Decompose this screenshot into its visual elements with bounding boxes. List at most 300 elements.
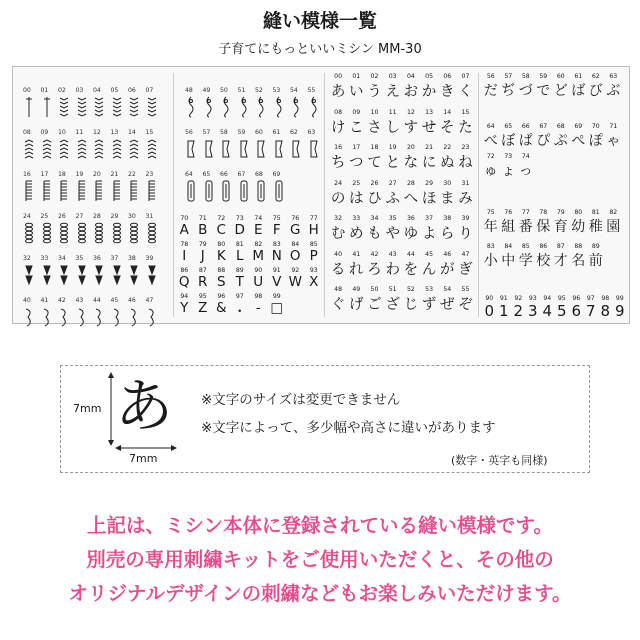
stitch-pattern-icon [221, 179, 231, 203]
stitch-number: 03 [75, 87, 84, 94]
alpha-char: R [198, 274, 208, 290]
hiragana-number: 54 [443, 286, 452, 293]
hiragana-number: 28 [406, 179, 415, 187]
col4-number: 70 [591, 123, 600, 130]
col4-char: 9 [614, 302, 625, 320]
col4-number: 80 [574, 209, 583, 216]
stitch-number: 35 [75, 255, 84, 262]
stitch-pattern-icon [274, 137, 284, 161]
col4-number: 88 [574, 243, 583, 250]
col4-number: 59 [539, 73, 548, 80]
col4-number: 93 [528, 295, 537, 302]
hiragana-char: た [458, 119, 473, 136]
stitch-pattern-icon [204, 95, 214, 119]
stitch-pattern-icon [147, 95, 157, 119]
hiragana-char: ぎ [458, 261, 473, 278]
hiragana-char: み [458, 190, 473, 207]
stitch-number: 41 [40, 297, 49, 304]
col4-char: べ [483, 133, 498, 149]
hiragana-char: ぜ [440, 297, 455, 313]
alpha-char: N [271, 248, 282, 264]
hiragana-char: ま [440, 190, 455, 207]
hiragana-char: が [440, 261, 455, 278]
hiragana-number: 51 [388, 286, 397, 293]
alpha-number: 85 [309, 241, 318, 248]
column-divider [478, 73, 479, 317]
hiragana-char: ら [440, 226, 455, 242]
stitch-number: 06 [128, 87, 136, 94]
col4-char: 0 [484, 302, 495, 320]
stitch-number: 22 [128, 171, 136, 178]
stitch-pattern-icon [77, 263, 87, 287]
stitch-number: 12 [93, 129, 101, 136]
stitch-number: 05 [110, 87, 119, 94]
hiragana-char: を [403, 261, 419, 278]
size-note-3: (数字・英字も同様) [451, 454, 548, 467]
col4-number: 68 [556, 123, 565, 130]
hiragana-char: い [349, 84, 364, 100]
stitch-pattern-icon [42, 179, 52, 203]
col4-char: で [536, 83, 551, 99]
alpha-number: 73 [235, 215, 244, 222]
stitch-number: 08 [23, 129, 31, 136]
stitch-pattern-icon [24, 137, 34, 161]
hiragana-char: こ [349, 119, 364, 136]
stitch-pattern-icon [94, 263, 104, 287]
col4-number: 84 [504, 243, 513, 250]
alpha-char: A [179, 222, 189, 238]
alpha-number: 77 [309, 215, 318, 222]
arrow-head-left [115, 445, 121, 451]
stitch-pattern-icon [186, 137, 196, 161]
stitch-pattern-icon [94, 95, 104, 119]
stitch-pattern-icon [309, 137, 319, 161]
col4-char: 3 [527, 302, 538, 320]
col4-number: 77 [521, 209, 530, 216]
hiragana-char: ぐ [330, 297, 346, 313]
alpha-char: ・ [233, 304, 247, 320]
page-title: 縫い模様一覧 [262, 10, 377, 32]
hiragana-char: ち [330, 155, 346, 171]
col4-number: 81 [591, 209, 600, 216]
stitch-number: 09 [40, 129, 49, 136]
alpha-char: Y [180, 300, 189, 316]
stitch-pattern-icon [221, 137, 231, 161]
stitch-pattern-icon [147, 263, 157, 287]
col4-number: 90 [485, 295, 494, 302]
stitch-number: 54 [290, 87, 298, 94]
stitch-pattern-icon [59, 263, 69, 287]
col4-number: 89 [591, 243, 600, 250]
alpha-char: - [255, 300, 261, 316]
alpha-char: G [290, 222, 301, 238]
hiragana-number: 11 [388, 108, 397, 116]
alpha-number: 81 [235, 241, 244, 248]
col4-char: 8 [600, 302, 611, 320]
stitch-pattern-icon [239, 137, 249, 161]
stitch-number: 62 [290, 129, 298, 136]
alpha-char: C [216, 222, 226, 238]
hiragana-number: 05 [425, 73, 434, 80]
col4-number: 83 [486, 243, 495, 250]
stitch-number: 56 [185, 129, 193, 136]
stitch-pattern-icon [59, 95, 69, 119]
col4-number: 95 [557, 295, 566, 302]
col4-number: 67 [539, 123, 548, 130]
hiragana-number: 19 [388, 144, 397, 151]
hiragana-number: 55 [461, 286, 470, 293]
alpha-number: 92 [291, 267, 300, 274]
hiragana-char: け [330, 119, 346, 136]
stitch-number: 52 [255, 87, 263, 94]
stitch-pattern-icon [94, 305, 104, 329]
col4-number: 57 [504, 73, 513, 80]
hiragana-number: 40 [334, 250, 343, 258]
stitch-number: 02 [58, 87, 66, 94]
col4-number: 91 [499, 295, 508, 302]
alpha-char: X [309, 274, 319, 290]
stitch-pattern-icon [24, 263, 34, 287]
stitch-number: 11 [75, 129, 84, 136]
col4-char: 幼 [571, 219, 586, 235]
hiragana-number: 37 [425, 215, 434, 222]
footer-line-2: 別売の専用刺繍キットをご使用いただくと、その他の [86, 548, 554, 571]
alpha-char: I [182, 248, 187, 264]
stitch-pattern-icon [59, 137, 69, 161]
hiragana-number: 34 [370, 215, 379, 222]
hiragana-char: き [440, 84, 455, 100]
stitch-pattern-icon [24, 95, 34, 119]
hiragana-char: と [385, 155, 400, 171]
hiragana-char: そ [440, 119, 455, 136]
col4-number: 92 [514, 295, 523, 302]
stitch-pattern-icon [291, 95, 301, 119]
stitch-pattern-icon [291, 137, 301, 161]
stitch-number: 20 [93, 171, 101, 178]
hiragana-number: 07 [461, 73, 470, 80]
hiragana-char: ぞ [458, 297, 473, 313]
alpha-char: M [252, 248, 265, 264]
hiragana-char: ず [421, 297, 437, 313]
column-divider [173, 73, 174, 317]
col4-char: 名 [571, 253, 586, 269]
stitch-pattern-icon [274, 179, 284, 203]
stitch-number: 10 [58, 129, 66, 136]
stitch-number: 24 [23, 213, 31, 220]
stitch-pattern-icon [94, 221, 104, 245]
stitch-pattern-panel [12, 66, 630, 324]
alpha-char: L [235, 248, 244, 264]
hiragana-char: あ [330, 84, 346, 100]
col4-char: 前 [588, 253, 603, 269]
hiragana-char: え [385, 84, 400, 100]
hiragana-number: 09 [352, 108, 361, 116]
alpha-char: P [309, 248, 318, 264]
hiragana-char: や [385, 226, 400, 242]
stitch-pattern-icon [186, 179, 196, 203]
alpha-number: 87 [198, 267, 207, 274]
alpha-char: B [198, 222, 208, 238]
hiragana-char: う [367, 84, 382, 100]
stitch-number: 30 [128, 213, 136, 220]
hiragana-number: 17 [352, 144, 361, 151]
hiragana-number: 47 [461, 250, 470, 258]
stitch-pattern-icon [112, 221, 122, 245]
alpha-char: D [234, 222, 245, 238]
stitch-number: 34 [58, 255, 66, 262]
col4-char: 組 [501, 219, 516, 235]
col4-number: 66 [521, 123, 530, 130]
stitch-pattern-icon [42, 95, 52, 119]
hiragana-char: ふ [385, 190, 400, 207]
col4-number: 60 [556, 73, 565, 80]
stitch-pattern-icon [147, 305, 157, 329]
col4-number: 63 [609, 73, 618, 80]
stitch-pattern-icon [94, 179, 104, 203]
stitch-number: 68 [255, 171, 263, 178]
col4-char: 7 [585, 302, 596, 320]
alpha-number: 76 [291, 215, 300, 222]
character-size-box [60, 365, 590, 473]
alpha-number: 89 [235, 267, 244, 274]
stitch-pattern-icon [77, 137, 87, 161]
hiragana-char: れ [349, 261, 364, 278]
hiragana-number: 00 [334, 73, 343, 80]
hiragana-char: じ [403, 297, 419, 313]
hiragana-number: 12 [406, 108, 415, 116]
col4-number: 85 [521, 243, 530, 250]
hiragana-char: つ [349, 155, 364, 171]
alpha-char: E [253, 222, 263, 238]
col4-number: 86 [539, 243, 548, 250]
hiragana-number: 23 [461, 144, 470, 151]
hiragana-number: 53 [425, 286, 434, 293]
col4-number: 72 [486, 153, 495, 160]
col4-number: 61 [574, 73, 583, 80]
alpha-number: 82 [254, 241, 263, 248]
alpha-char: W [288, 274, 302, 290]
alpha-number: 94 [180, 293, 189, 300]
stitch-pattern-icon [112, 263, 122, 287]
col4-char: っ [518, 163, 533, 179]
stitch-pattern-icon [77, 179, 87, 203]
stitch-pattern-icon [112, 95, 122, 119]
stitch-number: 49 [202, 87, 211, 94]
stitch-number: 50 [220, 87, 228, 94]
column-divider [324, 73, 325, 317]
page-subtitle: 子育てにもっといいミシン MM-30 [218, 42, 422, 57]
stitch-pattern-icon [147, 137, 157, 161]
stitch-pattern-icon [112, 305, 122, 329]
arrow-head-down [108, 440, 114, 446]
col4-char: ゃ [606, 133, 621, 149]
stitch-number: 26 [58, 213, 66, 220]
hiragana-char: ほ [421, 190, 437, 207]
arrow-head-right [171, 445, 177, 451]
alpha-number: 78 [180, 241, 189, 248]
stitch-number: 21 [110, 171, 119, 178]
hiragana-char: り [458, 226, 473, 242]
hiragana-number: 41 [352, 250, 361, 258]
col4-number: 87 [556, 243, 565, 250]
size-sample-char: あ [115, 372, 174, 440]
col4-number: 98 [601, 295, 610, 302]
stitch-pattern-icon [24, 179, 34, 203]
alpha-number: 79 [198, 241, 207, 248]
stitch-number: 36 [93, 255, 101, 262]
hiragana-number: 46 [443, 250, 452, 258]
hiragana-number: 22 [443, 144, 452, 151]
stitch-number: 55 [307, 87, 316, 94]
stitch-number: 65 [202, 171, 211, 178]
hiragana-char: く [458, 84, 473, 100]
col4-number: 75 [486, 209, 495, 216]
arrow-head-up [108, 372, 114, 378]
col4-number: 94 [543, 295, 552, 302]
stitch-number: 31 [145, 213, 154, 220]
stitch-pattern-icon [129, 95, 139, 119]
col4-number: 82 [609, 209, 618, 216]
col4-char: 1 [498, 302, 509, 320]
stitch-number: 57 [202, 129, 211, 136]
col4-char: ょ [501, 163, 516, 179]
stitch-pattern-icon [129, 179, 139, 203]
stitch-number: 48 [185, 87, 193, 94]
hiragana-char: ゆ [403, 226, 419, 242]
hiragana-char: る [330, 261, 346, 278]
stitch-pattern-icon [147, 221, 157, 245]
col4-number: 62 [591, 73, 600, 80]
col4-number: 79 [556, 209, 565, 216]
stitch-number: 15 [145, 129, 154, 136]
hiragana-char: わ [385, 261, 400, 278]
hiragana-number: 39 [461, 215, 470, 222]
stitch-number: 59 [237, 129, 246, 136]
stitch-pattern-icon [256, 137, 266, 161]
stitch-pattern-icon [204, 179, 214, 203]
col4-char: び [588, 83, 603, 99]
col4-char: だ [483, 83, 498, 99]
hiragana-number: 49 [352, 286, 361, 293]
col4-char: ぽ [588, 133, 603, 149]
hiragana-number: 18 [370, 144, 379, 151]
alpha-number: 96 [217, 293, 226, 300]
stitch-number: 25 [40, 213, 49, 220]
hiragana-number: 08 [334, 108, 343, 116]
stitch-number: 63 [307, 129, 316, 136]
alpha-char: V [272, 274, 282, 290]
hiragana-number: 15 [461, 108, 470, 116]
stitch-pattern-icon [77, 95, 87, 119]
alpha-number: 90 [254, 267, 263, 274]
col4-char: ど [553, 83, 568, 99]
hiragana-number: 35 [388, 215, 397, 222]
col4-number: 99 [615, 295, 624, 302]
alpha-char: □ [270, 300, 284, 316]
stitch-pattern-icon [129, 221, 139, 245]
stitch-pattern-icon [129, 305, 139, 329]
col4-number: 74 [521, 153, 530, 160]
hiragana-number: 25 [352, 179, 361, 187]
col4-char: 4 [542, 302, 553, 320]
hiragana-char: へ [403, 190, 419, 207]
stitch-number: 17 [40, 171, 49, 178]
hiragana-number: 16 [334, 144, 343, 151]
stitch-number: 61 [272, 129, 281, 136]
stitch-pattern-icon [42, 263, 52, 287]
stitch-pattern-icon [256, 95, 266, 119]
alpha-char: T [235, 274, 244, 290]
hiragana-char: し [385, 119, 400, 136]
hiragana-number: 04 [406, 73, 415, 80]
hiragana-number: 20 [406, 144, 415, 151]
stitch-number: 29 [110, 213, 119, 220]
stitch-pattern-icon [42, 137, 52, 161]
col4-char: ぴ [536, 133, 551, 149]
col4-char: 校 [536, 253, 551, 269]
hiragana-number: 30 [443, 179, 452, 187]
hiragana-number: 01 [352, 73, 361, 80]
col4-char: 学 [518, 253, 533, 269]
col4-char: ぷ [553, 133, 568, 149]
stitch-number: 14 [128, 129, 136, 136]
stitch-pattern-icon [221, 95, 231, 119]
col4-char: ば [571, 83, 586, 99]
stitch-pattern-icon [256, 179, 266, 203]
stitch-number: 19 [75, 171, 84, 178]
alpha-char: H [308, 222, 319, 238]
hiragana-number: 50 [370, 286, 379, 293]
alpha-number: 84 [291, 241, 300, 248]
stitch-pattern-icon [94, 137, 104, 161]
stitch-number: 33 [40, 255, 49, 262]
col4-number: 71 [609, 123, 618, 130]
hiragana-char: ぬ [440, 155, 455, 171]
alpha-number: 71 [198, 215, 207, 222]
alpha-number: 95 [198, 293, 207, 300]
col4-number: 76 [504, 209, 513, 216]
hiragana-number: 27 [388, 179, 397, 187]
col4-char: 中 [501, 253, 516, 269]
stitch-pattern-icon [42, 221, 52, 245]
stitch-number: 04 [93, 87, 101, 94]
hiragana-char: さ [367, 119, 382, 136]
stitch-number: 40 [23, 297, 31, 304]
col4-char: 保 [536, 219, 551, 235]
hiragana-number: 31 [461, 179, 470, 187]
alpha-number: 99 [272, 293, 281, 300]
alpha-char: U [253, 274, 264, 290]
col4-char: ぺ [571, 133, 586, 149]
hiragana-number: 45 [425, 250, 434, 258]
hiragana-number: 44 [406, 250, 415, 258]
alpha-char: J [200, 248, 205, 264]
alpha-char: Q [178, 274, 190, 290]
hiragana-number: 14 [443, 108, 452, 116]
hiragana-number: 21 [425, 144, 434, 151]
hiragana-char: よ [421, 226, 437, 242]
hiragana-number: 48 [334, 286, 343, 293]
hiragana-char: ざ [385, 297, 400, 313]
col4-char: づ [518, 83, 533, 99]
stitch-pattern-icon [274, 95, 284, 119]
stitch-number: 67 [237, 171, 246, 178]
stitch-number: 43 [75, 297, 84, 304]
alpha-number: 83 [272, 241, 281, 248]
hiragana-number: 03 [388, 73, 397, 80]
stitch-pattern-icon [147, 179, 157, 203]
size-note-2: ※文字によって、多少幅や高さに違いがあります [201, 420, 496, 436]
